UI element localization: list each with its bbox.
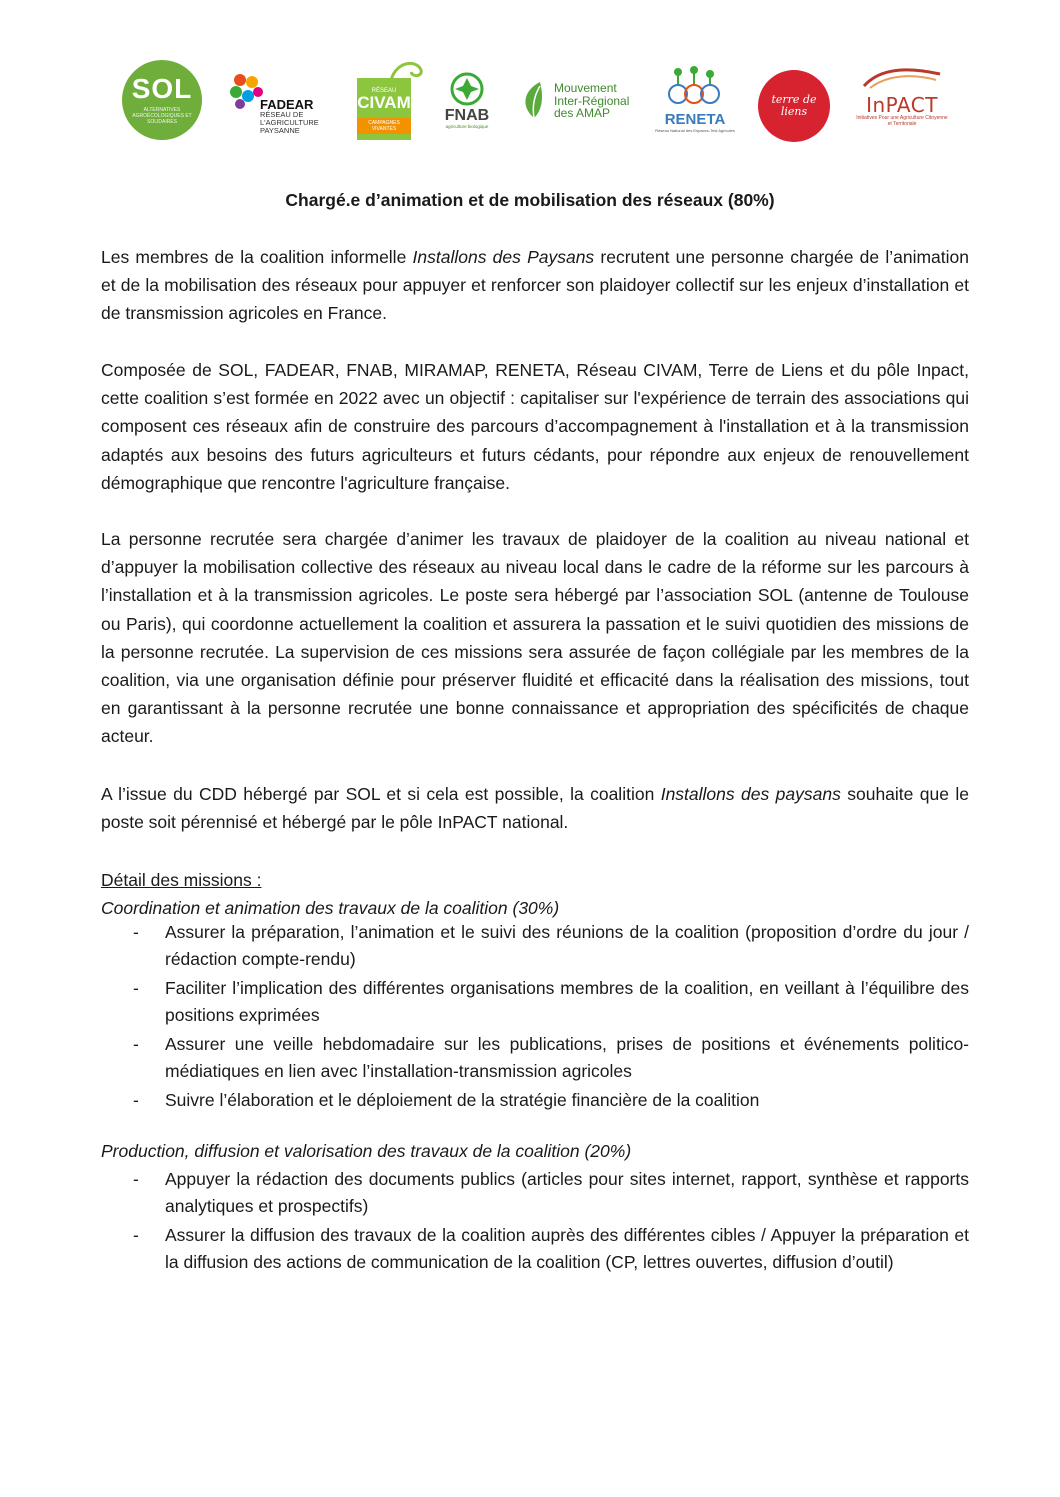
- list-item: - Faciliter l’implication des différentes organisations membres de la coalition, en veillant à l’équilibre des positions exprimées: [133, 978, 969, 1025]
- sol-logo: SOL ALTERNATIVES AGROÉCOLOGIQUES ET SOLIDAIRES: [122, 60, 202, 140]
- miramap-logo: Mouvement Inter-Régional des AMAP: [520, 78, 638, 124]
- job-title: Chargé.e d’animation et de mobilisation des réseaux (80%): [285, 190, 775, 210]
- terre-de-liens-logo: terre de liens: [758, 70, 830, 142]
- list-item: - Suivre l’élaboration et le déploiement de la stratégie financière de la coalition: [133, 1090, 760, 1110]
- coalition-name: Installons des paysans: [660, 784, 841, 804]
- coalition-name: Installons des Paysans: [412, 247, 595, 267]
- civam-logo: RÉSEAU CIVAM CAMPAGNES VIVANTES: [357, 60, 411, 140]
- fadear-logo: FADEAR RÉSEAU DE L'AGRICULTURE PAYSANNE: [230, 72, 330, 138]
- coalition-paragraph: Composée de SOL, FADEAR, FNAB, MIRAMAP, RENETA, Réseau CIVAM, Terre de Liens et du pôle Inpact, cette coalition s’est formée en 2022 avec un objectif : capitaliser sur l'expérience de terrain des associations qui composent ces réseaux afin de construire des parcours d’accompagnement à l'installation et à la transmission adaptés aux besoins des futurs agriculteurs et futurs cédants, pour répondre aux enjeux de renouvellement démographique que rencontre l'agriculture française.: [101, 360, 969, 493]
- missions-heading: Détail des missions :: [101, 870, 262, 890]
- list-item: - Assurer la diffusion des travaux de la coalition auprès des différentes cibles / Appuyer la préparation et la diffusion des actions de communication de la coalition (CP, lettres ouvertes, diffusion d’outil): [133, 1225, 969, 1272]
- reneta-plants-icon: [660, 66, 730, 106]
- inpact-swoosh-icon: [862, 66, 942, 90]
- section-1-heading: Coordination et animation des travaux de la coalition (30%): [101, 898, 560, 918]
- fnab-flower-icon: [450, 72, 484, 106]
- contract-paragraph: A l’issue du CDD hébergé par SOL et si cela est possible, la coalition Installons des paysans souhaite que le poste soit pérennisé et hébergé par le pôle InPACT national.: [101, 784, 969, 833]
- amap-leaf-icon: [520, 80, 550, 120]
- list-item: - Appuyer la rédaction des documents publics (articles pour sites internet, rapport, synthèse et rapports analytiques et prospectifs): [133, 1169, 969, 1216]
- reneta-logo: RENETA Réseau National des Espaces-Test Agricoles: [652, 66, 738, 138]
- list-item: - Assurer une veille hebdomadaire sur les publications, prises de positions et événements politico-médiatiques en lien avec l’installation-transmission agricoles: [133, 1034, 969, 1081]
- section-2-heading: Production, diffusion et valorisation des travaux de la coalition (20%): [101, 1141, 632, 1161]
- fnab-logo: FNAB agriculture biologique: [434, 64, 500, 136]
- role-paragraph: La personne recrutée sera chargée d’animer les travaux de plaidoyer de la coalition au niveau national et d’appuyer la mobilisation collective des réseaux au niveau local dans le cadre de la réforme sur les parcours à l’installation et à la transmission agricoles. Le poste sera hébergé par l’association SOL (antenne de Toulouse ou Paris), qui coordonne actuellement la coalition et assurera la passation et le suivi quotidien des missions de la personne recrutée. La supervision de ces missions sera assurée de façon collégiale par les membres de la coalition, via une organisation définie pour préserver fluidité et efficacité dans la réalisation des missions, tout en garantissant à la personne recrutée une bonne connaissance et appropriation des spécificités de chaque acteur.: [101, 529, 969, 747]
- inpact-logo: InPACT Initiatives Pour une Agriculture Citoyenne et Territoriale: [856, 64, 948, 136]
- section-1-list: [101, 919, 969, 1116]
- section-2-list: [101, 1166, 969, 1278]
- list-item: - Assurer la préparation, l’animation et le suivi des réunions de la coalition (proposition d’ordre du jour / rédaction compte-rendu): [133, 922, 969, 969]
- fadear-flower-icon: [230, 72, 264, 112]
- intro-paragraph: Les membres de la coalition informelle Installons des Paysans recrutent une personne chargée de l’animation et de la mobilisation des réseaux pour appuyer et renforcer son plaidoyer collectif sur les enjeux d’installation et de transmission agricoles en France.: [101, 247, 969, 324]
